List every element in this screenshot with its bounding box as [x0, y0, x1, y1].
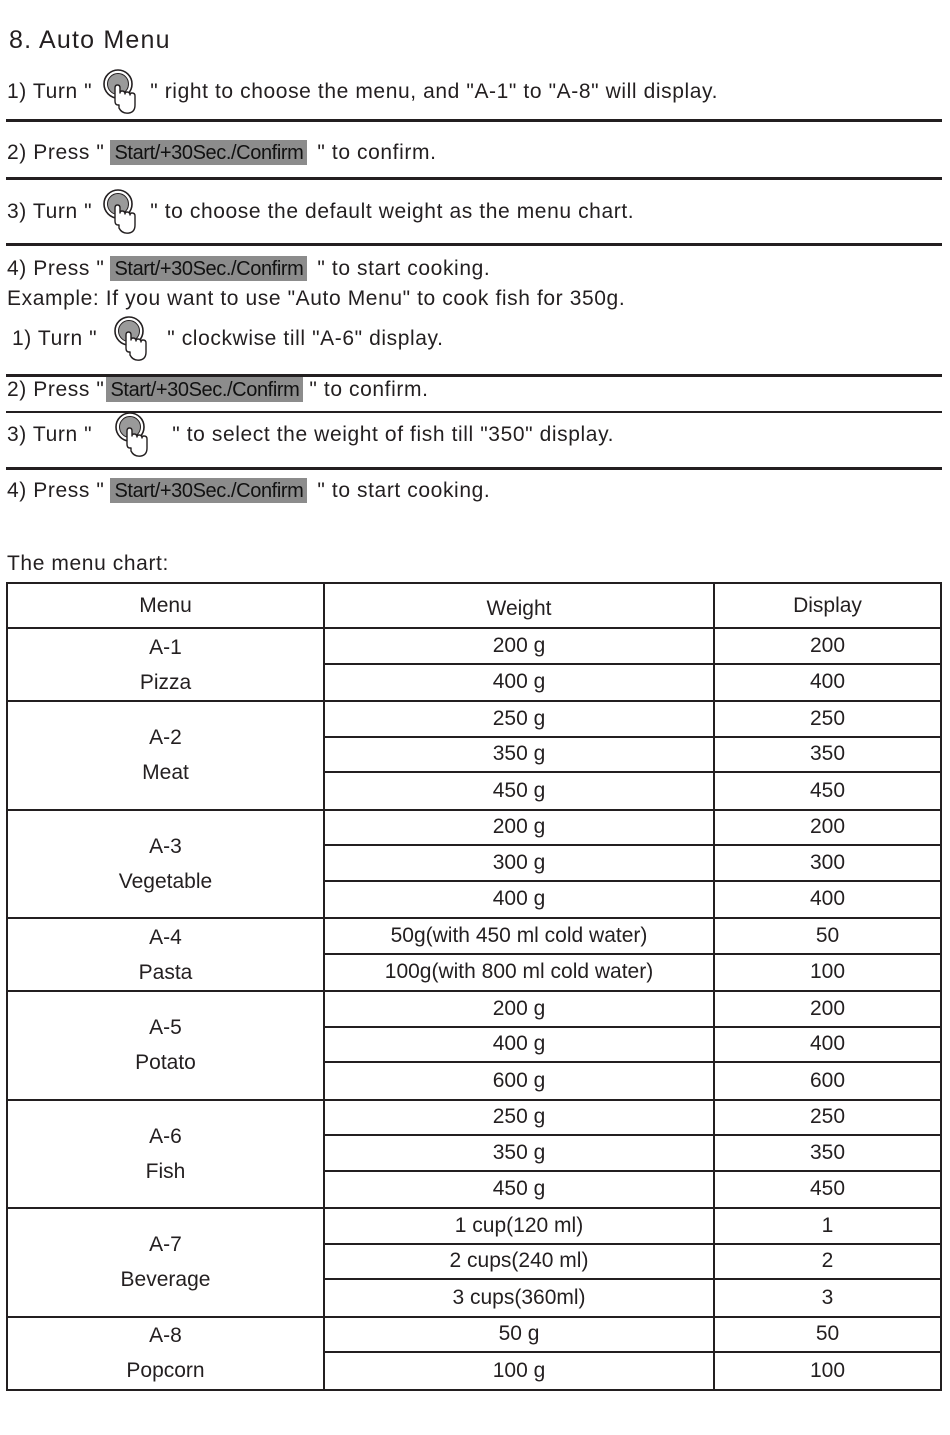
table-row	[325, 955, 940, 991]
table-row	[325, 1353, 940, 1389]
start-confirm-button: Start/+30Sec./Confirm	[110, 140, 307, 165]
display-cell: 100	[809, 960, 846, 984]
header-display: Display	[793, 593, 862, 617]
example-step-1	[12, 327, 444, 351]
table-row	[325, 1280, 940, 1316]
menu-group	[8, 1318, 940, 1389]
table-row	[325, 882, 940, 918]
menu-code: A-5	[149, 1016, 182, 1040]
dial-knob-icon	[112, 411, 152, 459]
menu-food-name: Pizza	[139, 670, 192, 694]
table-row	[325, 1101, 940, 1137]
menu-name-cell	[8, 1101, 325, 1208]
example-step-3	[7, 423, 614, 447]
weight-cell: 100 g	[325, 1353, 715, 1389]
menu-name-cell	[8, 1209, 325, 1316]
display-cell: 200	[809, 633, 846, 657]
menu-group	[8, 1101, 940, 1210]
display-cell: 200	[809, 996, 846, 1020]
display-cell: 3	[821, 1285, 834, 1309]
dial-knob-icon	[111, 315, 151, 363]
weight-cell: 200 g	[325, 629, 715, 663]
display-cell: 250	[809, 1105, 846, 1129]
display-cell: 600	[809, 1068, 846, 1092]
table-row	[325, 1136, 940, 1172]
display-cell: 2	[821, 1249, 834, 1273]
display-cell: 1	[821, 1213, 834, 1237]
table-row	[325, 773, 940, 809]
step-4-text: " to start cooking.	[317, 256, 491, 280]
weight-cell: 250 g	[325, 702, 715, 736]
table-row	[325, 1172, 940, 1208]
menu-name-cell	[8, 629, 325, 700]
divider	[6, 119, 942, 122]
step-1-text: " right to choose the menu, and "A-1" to "A-8" will display.	[150, 80, 719, 104]
menu-code: A-3	[149, 834, 182, 858]
menu-name-cell	[8, 992, 325, 1099]
display-cell: 50	[815, 1322, 840, 1346]
table-row	[325, 738, 940, 774]
display-cell: 400	[809, 887, 846, 911]
display-cell: 350	[809, 1140, 846, 1164]
divider	[6, 243, 942, 246]
menu-group	[8, 811, 940, 920]
weight-cell: 400 g	[325, 1028, 715, 1062]
menu-food-name: Fish	[145, 1159, 186, 1183]
display-cell: 250	[809, 706, 846, 730]
weight-cell: 2 cups(240 ml)	[325, 1245, 715, 1279]
weight-cell: 3 cups(360ml)	[325, 1280, 715, 1316]
weight-cell: 450 g	[325, 1172, 715, 1208]
table-row	[325, 846, 940, 882]
menu-group	[8, 702, 940, 811]
step-1-prefix: 1) Turn "	[7, 80, 93, 104]
example-step-4	[7, 478, 490, 503]
display-cell: 400	[809, 1032, 846, 1056]
menu-name-cell	[8, 811, 325, 918]
start-confirm-button: Start/+30Sec./Confirm	[110, 478, 307, 503]
weight-cell: 300 g	[325, 846, 715, 880]
menu-chart-table	[6, 582, 942, 1391]
menu-name-cell	[8, 702, 325, 809]
step-2-prefix: 2) Press "	[7, 140, 105, 164]
table-row	[325, 1318, 940, 1354]
table-row	[325, 665, 940, 701]
table-row	[325, 1063, 940, 1099]
menu-chart-label: The menu chart:	[7, 552, 169, 575]
weight-cell: 350 g	[325, 1136, 715, 1170]
weight-cell: 100g(with 800 ml cold water)	[325, 955, 715, 991]
menu-food-name: Popcorn	[126, 1359, 205, 1382]
display-cell: 200	[809, 815, 846, 839]
weight-cell: 600 g	[325, 1063, 715, 1099]
display-cell: 350	[809, 742, 846, 766]
example-step-4-prefix: 4) Press "	[7, 478, 105, 502]
dial-knob-icon	[100, 188, 140, 236]
step-1	[7, 80, 718, 104]
table-row	[325, 811, 940, 847]
weight-cell: 400 g	[325, 665, 715, 701]
header-menu: Menu	[8, 584, 325, 627]
table-row	[325, 992, 940, 1028]
example-step-1-text: " clockwise till "A-6" display.	[167, 327, 444, 351]
weight-cell: 250 g	[325, 1101, 715, 1135]
menu-name-cell	[8, 919, 325, 990]
example-step-2	[7, 377, 429, 402]
weight-cell: 200 g	[325, 992, 715, 1026]
weight-cell: 50 g	[325, 1318, 715, 1352]
weight-cell: 1 cup(120 ml)	[325, 1209, 715, 1243]
menu-food-name: Meat	[142, 761, 189, 785]
display-cell: 400	[809, 670, 846, 694]
example-step-3-prefix: 3) Turn "	[7, 423, 93, 447]
example-step-4-text: " to start cooking.	[317, 478, 491, 502]
menu-code: A-2	[149, 726, 182, 750]
example-intro: Example: If you want to use "Auto Menu" to cook fish for 350g.	[7, 287, 626, 310]
display-cell: 300	[809, 850, 846, 874]
display-cell: 100	[809, 1358, 846, 1382]
menu-group	[8, 629, 940, 702]
menu-food-name: Potato	[135, 1051, 196, 1075]
table-row	[325, 919, 940, 955]
display-cell: 50	[815, 923, 840, 947]
step-3-prefix: 3) Turn "	[7, 200, 93, 224]
step-3	[7, 200, 634, 224]
menu-code: A-1	[149, 635, 182, 659]
example-step-3-text: " to select the weight of fish till "350" display.	[172, 423, 615, 447]
step-4	[7, 256, 490, 281]
weight-cell: 450 g	[325, 773, 715, 809]
weight-cell: 400 g	[325, 882, 715, 918]
step-2	[7, 140, 437, 165]
weight-cell: 350 g	[325, 738, 715, 772]
weight-cell: 200 g	[325, 811, 715, 845]
menu-code: A-8	[149, 1324, 182, 1347]
example-step-2-text: " to confirm.	[309, 377, 429, 401]
step-3-text: " to choose the default weight as the menu chart.	[150, 200, 635, 224]
menu-code: A-6	[149, 1124, 182, 1148]
menu-name-cell	[8, 1318, 325, 1389]
weight-cell: 50g(with 450 ml cold water)	[325, 919, 715, 953]
menu-group	[8, 1209, 940, 1318]
table-row	[325, 1209, 940, 1245]
table-row	[325, 1028, 940, 1064]
start-confirm-button: Start/+30Sec./Confirm	[110, 256, 307, 281]
step-4-prefix: 4) Press "	[7, 256, 105, 280]
header-weight: Weight	[325, 584, 715, 627]
display-cell: 450	[809, 1177, 846, 1201]
example-step-2-prefix: 2) Press "	[7, 377, 105, 401]
menu-food-name: Beverage	[120, 1268, 211, 1292]
table-body	[8, 629, 940, 1389]
table-row	[325, 702, 940, 738]
divider	[6, 177, 942, 180]
example-step-1-prefix: 1) Turn "	[12, 327, 98, 351]
menu-code: A-7	[149, 1233, 182, 1257]
table-row	[325, 629, 940, 665]
divider	[6, 467, 942, 470]
page-title: 8. Auto Menu	[9, 26, 171, 54]
menu-food-name: Vegetable	[118, 869, 213, 893]
start-confirm-button: Start/+30Sec./Confirm	[106, 377, 303, 402]
dial-knob-icon	[100, 68, 140, 116]
table-header	[8, 584, 940, 629]
menu-food-name: Pasta	[138, 960, 193, 984]
menu-code: A-4	[149, 925, 182, 949]
menu-group	[8, 919, 940, 992]
table-row	[325, 1245, 940, 1281]
step-2-text: " to confirm.	[317, 140, 437, 164]
menu-group	[8, 992, 940, 1101]
display-cell: 450	[809, 778, 846, 802]
